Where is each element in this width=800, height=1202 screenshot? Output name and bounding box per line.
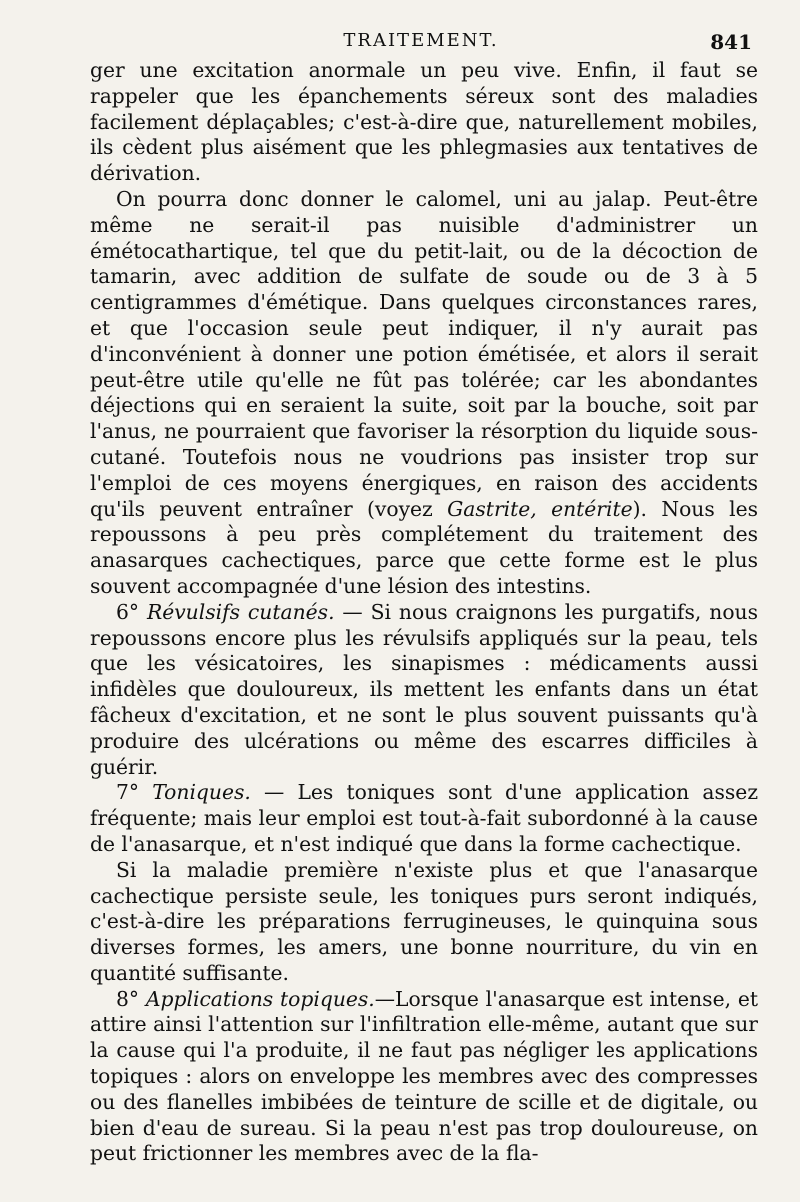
running-head bbox=[90, 30, 752, 56]
paragraph-revulsifs bbox=[90, 600, 758, 781]
section-heading: Révulsifs cutanés. bbox=[146, 599, 335, 624]
text-span: — Si nous craignons les purgatifs, nous repoussons encore plus les révulsifs appliqués sur la peau, tels que les vésicatoires, les sinapismes : médicaments aussi infidèles que douloureux, ils mettent les enfants dans un état fâcheux d'excitation, et ne sont le plus souvent puissants qu'à produire des ulcérations ou même des escarres difficiles à guérir. bbox=[90, 599, 759, 779]
paragraph-calomel bbox=[90, 187, 758, 600]
section-heading: Toniques. bbox=[152, 780, 251, 805]
text-span: ). Nous les repoussons à peu près complétement du traitement des anasarques cachectiques, parce que cette forme est le plus souvent accompagnée d'une lésion des intestins. bbox=[90, 496, 759, 598]
body-text bbox=[90, 58, 758, 1167]
page-number: 841 bbox=[710, 30, 752, 54]
running-head-title: TRAITEMENT. bbox=[343, 30, 499, 51]
paragraph-toniques bbox=[90, 780, 758, 857]
paragraph-maladie-premiere bbox=[90, 858, 758, 987]
section-number: 6° bbox=[116, 599, 147, 624]
text-span: ger une excitation anormale un peu vive. Enfin, il faut se rappeler que les épanchements séreux sont des maladies facilement déplaçables; c'est-à-dire que, naturellement mobiles, ils cèdent plus aisément que les phlegmasies aux tentatives de dérivation. bbox=[90, 58, 758, 186]
text-span: — Les toniques sont d'une application assez fréquente; mais leur emploi est tout-à-fait subordonné à la cause de l'anasarque, et n'est indiqué que dans la forme cachectique. bbox=[90, 780, 758, 856]
section-number: 7° bbox=[116, 780, 153, 805]
section-number: 8° bbox=[116, 986, 146, 1011]
paragraph-applications bbox=[90, 987, 758, 1168]
section-heading: Applications topiques. bbox=[145, 986, 375, 1011]
text-span: Si la maladie première n'existe plus et que l'anasarque cachectique persiste seule, les toniques purs seront indiqués, c'est-à-dire les préparations ferrugineuses, le quinquina sous diverses formes, les amers, une bonne nourriture, du vin en quantité suffisante. bbox=[90, 857, 758, 985]
text-span: —Lorsque l'anasarque est intense, et attire ainsi l'attention sur l'infiltration elle-même, autant que sur la cause qui l'a produite, il ne faut pas négliger les applications topiques : alors on enveloppe les membres avec des compresses ou des flanelles imbibées de teinture de scille et de digitale, ou bien d'eau de sureau. Si la peau n'est pas trop douloureuse, on peut frictionner les membres avec de la fla- bbox=[90, 986, 759, 1166]
paragraph-continued bbox=[90, 58, 758, 187]
italic-reference: Gastrite, entérite bbox=[447, 496, 633, 521]
text-span: On pourra donc donner le calomel, uni au jalap. Peut-être même ne serait-il pas nuisible d'administrer un émétocathartique, tel que du petit-lait, ou de la décoction de tamarin, avec addition de sulfate de soude ou de 3 à 5 centigrammes d'émétique. Dans quelques circonstances rares, et que l'occasion seule peut indiquer, il n'y aurait pas d'inconvénient à donner une potion émétisée, et alors il serait peut-être utile qu'elle ne fût pas tolérée; car les abondantes déjections qui en seraient la suite, soit par la bouche, soit par l'anus, ne pourraient que favoriser la résorption du liquide sous-cutané. Toutefois nous ne voudrions pas insister trop sur l'emploi de ces moyens énergiques, en raison des accidents qu'ils peuvent entraîner (voyez bbox=[90, 186, 758, 521]
